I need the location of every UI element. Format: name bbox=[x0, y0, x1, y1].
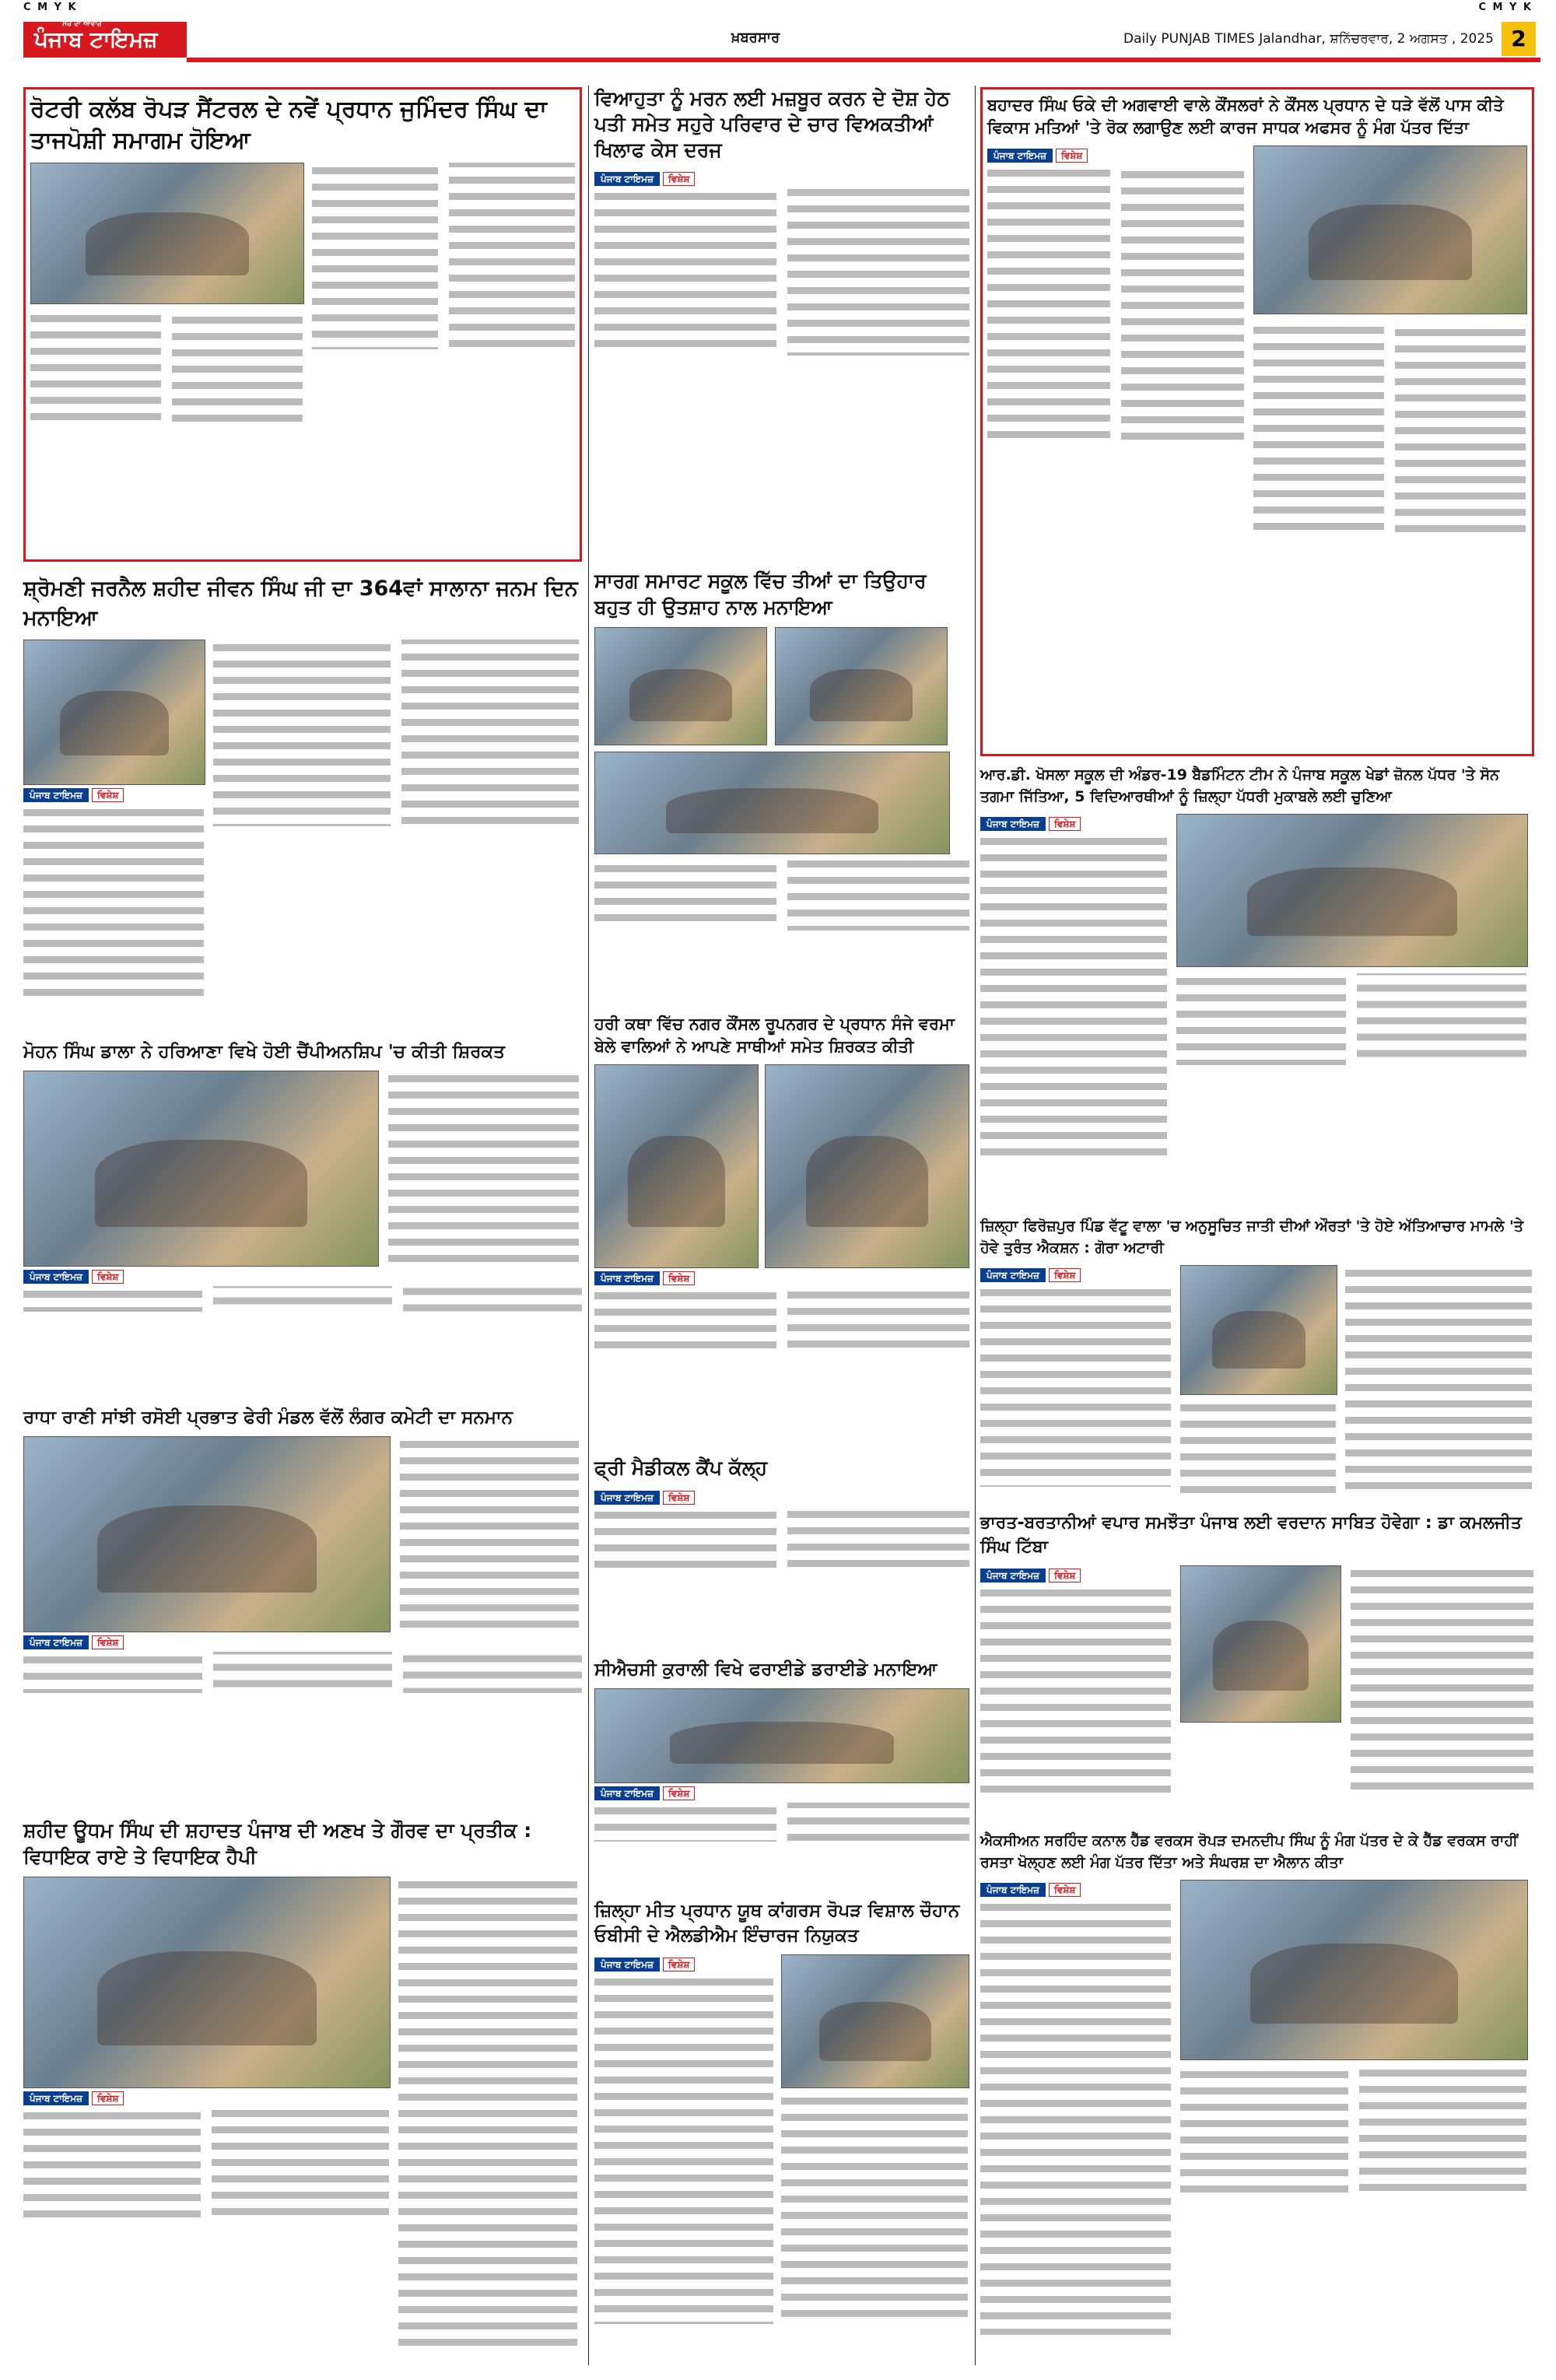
byline-tag: ਪੰਜਾਬ ਟਾਇਮਜ਼ ਵਿਸ਼ੇਸ਼ bbox=[594, 174, 695, 185]
story-headline: ਭਾਰਤ-ਬਰਤਾਨੀਆਂ ਵਪਾਰ ਸਮਝੌਤਾ ਪੰਜਾਬ ਲਈ ਵਰਦਾਨ ਸਾਬਿਤ ਹੋਵੇਗਾ : ਡਾ ਕਮਲਜੀਤ ਸਿੰਘ ਟਿੱਬਾ bbox=[980, 1513, 1522, 1557]
story-photo bbox=[765, 1064, 969, 1268]
story-radha-rani bbox=[23, 1405, 582, 1810]
story-photo bbox=[594, 1688, 969, 1783]
newspaper-logo bbox=[23, 22, 187, 58]
story-headline: ਫ੍ਰੀ ਮੈਡੀਕਲ ਕੈਂਪ ਕੱਲ੍ਹ bbox=[594, 1456, 768, 1479]
column-rule bbox=[975, 86, 976, 2365]
story-hari-katha bbox=[594, 1013, 969, 1449]
story-photo bbox=[23, 640, 205, 785]
story-udham-singh bbox=[23, 1817, 582, 2362]
byline-tag: ਪੰਜਾਬ ਟਾਇਮਜ਼ ਵਿਸ਼ੇਸ਼ bbox=[980, 1570, 1081, 1582]
byline-tag: ਪੰਜਾਬ ਟਾਇਮਜ਼ ਵਿਸ਼ੇਸ਼ bbox=[23, 1637, 124, 1649]
cmyk-marks-left: C M Y K bbox=[23, 2, 78, 13]
story-dowry-case bbox=[594, 86, 969, 545]
story-photo bbox=[1176, 814, 1528, 967]
byline-tag: ਪੰਜਾਬ ਟਾਇਮਜ਼ ਵਿਸ਼ੇਸ਼ bbox=[23, 1271, 124, 1283]
story-headline: ਐਕਸੀਅਨ ਸਰਹਿੰਦ ਕਨਾਲ ਹੈੱਡ ਵਰਕਸ ਰੋਪੜ ਦਮਨਦੀਪ ਸਿੰਘ ਨੂੰ ਮੰਗ ਪੱਤਰ ਦੇ ਕੇ ਹੈੱਡ ਵਰਕਸ ਰਾਹੀਂ ਰਸਤਾ ਖੋਲ੍ਹਣ ਲਈ ਮੰਗ ਪੱਤਰ ਦਿੱਤਾ ਅਤੇ ਸੰਘਰਸ਼ ਦਾ ਐਲਾਨ ਕੀਤਾ bbox=[980, 1832, 1518, 1871]
byline-tag: ਪੰਜਾਬ ਟਾਇਮਜ਼ ਵਿਸ਼ੇਸ਼ bbox=[980, 818, 1081, 830]
story-photo bbox=[781, 1954, 969, 2088]
logo-tagline: ਸੱਚ ਦਾ ਆਵਾਜ਼ bbox=[62, 20, 102, 28]
story-headline: ਸ਼ਹੀਦ ਊਧਮ ਸਿੰਘ ਦੀ ਸ਼ਹਾਦਤ ਪੰਜਾਬ ਦੀ ਅਣਖ ਤੇ ਗੌਰਵ ਦਾ ਪ੍ਰਤੀਕ : ਵਿਧਾਇਕ ਰਾਏ ਤੇ ਵਿਧਾਇਕ ਹੈਪੀ bbox=[23, 1819, 532, 1868]
story-photo bbox=[594, 752, 950, 854]
column-rule bbox=[588, 86, 589, 2365]
logo-text: ਪੰਜਾਬ ਟਾਇਮਜ਼ bbox=[34, 26, 158, 52]
story-badminton-team bbox=[980, 764, 1534, 1208]
story-headline: ਹਰੀ ਕਥਾ ਵਿੱਚ ਨਗਰ ਕੌਂਸਲ ਰੂਪਨਗਰ ਦੇ ਪ੍ਰਧਾਨ ਸੰਜੇ ਵਰਮਾ ਬੇਲੇ ਵਾਲਿਆਂ ਨੇ ਆਪਣੇ ਸਾਥੀਆਂ ਸਮੇਤ ਸ਼ਿਰਕਤ ਕੀਤੀ bbox=[594, 1015, 955, 1056]
story-photo bbox=[594, 1064, 759, 1268]
cmyk-marks-right: C M Y K bbox=[1478, 2, 1533, 13]
story-photo bbox=[1253, 145, 1527, 314]
story-rotary-club bbox=[23, 87, 582, 562]
story-headline: ਵਿਆਹੁਤਾ ਨੂੰ ਮਰਨ ਲਈ ਮਜ਼ਬੂਰ ਕਰਨ ਦੇ ਦੋਸ਼ ਹੇਠ ਪਤੀ ਸਮੇਤ ਸਹੁਰੇ ਪਰਿਵਾਰ ਦੇ ਚਾਰ ਵਿਅਕਤੀਆਂ ਖਿਲਾਫ ਕੇਸ ਦਰਜ bbox=[594, 87, 950, 161]
story-headworks-path bbox=[980, 1830, 1534, 2367]
story-photo bbox=[594, 627, 767, 745]
story-free-medical-camp bbox=[594, 1455, 969, 1649]
byline-tag: ਪੰਜਾਬ ਟਾਇਮਜ਼ ਵਿਸ਼ੇਸ਼ bbox=[23, 2093, 124, 2105]
story-jiwan-singh bbox=[23, 574, 582, 1033]
story-councillors-memorandum bbox=[980, 87, 1534, 756]
byline-tag: ਪੰਜਾਬ ਟਾਇਮਜ਼ ਵਿਸ਼ੇਸ਼ bbox=[594, 1492, 695, 1504]
dateline: Daily PUNJAB TIMES Jalandhar, ਸ਼ਨਿੱਚਰਵਾਰ, 2 ਅਗਸਤ , 2025 bbox=[1123, 31, 1494, 47]
story-mohan-singh-dala bbox=[23, 1039, 582, 1397]
story-headline: ਸ਼੍ਰੋਮਣੀ ਜਰਨੈਲ ਸ਼ਹੀਦ ਜੀਵਨ ਸਿੰਘ ਜੀ ਦਾ 364ਵਾਂ ਸਾਲਾਨਾ ਜਨਮ ਦਿਨ ਮਨਾਇਆ bbox=[23, 577, 578, 630]
byline-tag: ਪੰਜਾਬ ਟਾਇਮਜ਼ ਵਿਸ਼ੇਸ਼ bbox=[987, 150, 1088, 162]
story-photo bbox=[23, 1071, 379, 1267]
story-headline: ਜ਼ਿਲ੍ਹਾ ਮੀਤ ਪ੍ਰਧਾਨ ਯੂਥ ਕਾਂਗਰਸ ਰੋਪੜ ਵਿਸ਼ਾਲ ਚੌਹਾਨ ਓਬੀਸੀ ਦੇ ਐਲਡੀਐਮ ਇੰਚਾਰਜ ਨਿਯੁਕਤ bbox=[594, 1901, 960, 1946]
story-headline: ਰਾਧਾ ਰਾਣੀ ਸਾਂਝੀ ਰਸੋਈ ਪ੍ਰਭਾਤ ਫੇਰੀ ਮੰਡਲ ਵੱਲੋਂ ਲੰਗਰ ਕਮੇਟੀ ਦਾ ਸਨਮਾਨ bbox=[23, 1407, 513, 1428]
byline-tag: ਪੰਜਾਬ ਟਾਇਮਜ਼ ਵਿਸ਼ੇਸ਼ bbox=[594, 1788, 695, 1800]
byline-tag: ਪੰਜਾਬ ਟਾਇਮਜ਼ ਵਿਸ਼ੇਸ਼ bbox=[980, 1270, 1081, 1281]
story-vishal-chauhan bbox=[594, 1898, 969, 2365]
story-photo bbox=[30, 163, 304, 304]
story-headline: ਮੋਹਨ ਸਿੰਘ ਡਾਲਾ ਨੇ ਹਰਿਆਣਾ ਵਿਖੇ ਹੋਈ ਚੈਂਪੀਅਨਸ਼ਿਪ 'ਚ ਕੀਤੀ ਸ਼ਿਰਕਤ bbox=[23, 1042, 505, 1062]
section-label: ਖ਼ਬਰਸਾਰ bbox=[731, 30, 780, 46]
story-headline: ਸੀਐਚਸੀ ਕੁਰਾਲੀ ਵਿਖੇ ਫਰਾਈਡੇ ਡਰਾਈਡੇ ਮਨਾਇਆ bbox=[594, 1660, 937, 1680]
masthead bbox=[23, 19, 1540, 62]
story-headline: ਸਾਰਗ ਸਮਾਰਟ ਸਕੂਲ ਵਿੱਚ ਤੀਆਂ ਦਾ ਤਿਉਹਾਰ ਬਹੁਤ ਹੀ ਉਤਸ਼ਾਹ ਨਾਲ ਮਨਾਇਆ bbox=[594, 570, 927, 619]
page-number: 2 bbox=[1502, 22, 1536, 56]
story-chc-kurali bbox=[594, 1657, 969, 1891]
story-india-uk-trade bbox=[980, 1511, 1534, 1822]
story-photo bbox=[1180, 1265, 1337, 1395]
story-photo bbox=[1180, 1565, 1341, 1723]
story-headline: ਰੋਟਰੀ ਕਲੱਬ ਰੋਪੜ ਸੈਂਟਰਲ ਦੇ ਨਵੇਂ ਪ੍ਰਧਾਨ ਜੁਮਿੰਦਰ ਸਿੰਘ ਦਾ ਤਾਜਪੋਸ਼ੀ ਸਮਾਗਮ ਹੋਇਆ bbox=[30, 96, 547, 154]
byline-tag: ਪੰਜਾਬ ਟਾਇਮਜ਼ ਵਿਸ਼ੇਸ਼ bbox=[594, 1273, 695, 1285]
story-photo bbox=[23, 1436, 391, 1632]
byline-tag: ਪੰਜਾਬ ਟਾਇਮਜ਼ ਵਿਸ਼ੇਸ਼ bbox=[594, 1959, 695, 1971]
byline-tag: ਪੰਜਾਬ ਟਾਇਮਜ਼ ਵਿਸ਼ੇਸ਼ bbox=[980, 1884, 1081, 1896]
story-teej-festival bbox=[594, 568, 969, 1004]
byline-tag: ਪੰਜਾਬ ਟਾਇਮਜ਼ ਵਿਸ਼ੇਸ਼ bbox=[23, 790, 124, 801]
story-headline: ਆਰ.ਡੀ. ਖੋਸਲਾ ਸਕੂਲ ਦੀ ਅੰਡਰ-19 ਬੈਡਮਿੰਟਨ ਟੀਮ ਨੇ ਪੰਜਾਬ ਸਕੂਲ ਖੇਡਾਂ ਜ਼ੋਨਲ ਪੱਧਰ 'ਤੇ ਸੋਨ ਤਗਮਾ ਜਿੱਤਿਆ, 5 ਵਿਦਿਆਰਥੀਆਂ ਨੂੰ ਜ਼ਿਲ੍ਹਾ ਪੱਧਰੀ ਮੁਕਾਬਲੇ ਲਈ ਚੁਣਿਆ bbox=[980, 766, 1500, 805]
section-bar bbox=[187, 22, 1540, 62]
story-photo bbox=[1180, 1880, 1528, 2060]
story-headline: ਜ਼ਿਲ੍ਹਾ ਫਿਰੋਜ਼ਪੁਰ ਪਿੰਡ ਵੱਟੂ ਵਾਲਾ 'ਚ ਅਨੁਸੂਚਿਤ ਜਾਤੀ ਦੀਆਂ ਔਰਤਾਂ 'ਤੇ ਹੋਏ ਅੱਤਿਆਚਾਰ ਮਾਮਲੇ 'ਤੇ ਹੋਵੇ ਤੁਰੰਤ ਐਕਸ਼ਨ : ਗੋਰਾ ਅਟਾਰੀ bbox=[980, 1218, 1523, 1257]
story-photo bbox=[23, 1877, 391, 2088]
story-photo bbox=[775, 627, 948, 745]
story-headline: ਬਹਾਦਰ ਸਿੰਘ ਓਕੇ ਦੀ ਅਗਵਾਈ ਵਾਲੇ ਕੌਂਸਲਰਾਂ ਨੇ ਕੌਂਸਲ ਪ੍ਰਧਾਨ ਦੇ ਧੜੇ ਵੱਲੋਂ ਪਾਸ ਕੀਤੇ ਵਿਕਾਸ ਮਤਿਆਂ 'ਤੇ ਰੋਕ ਲਗਾਉਣ ਲਈ ਕਾਰਜ ਸਾਧਕ ਅਫਸਰ ਨੂੰ ਮੰਗ ਪੱਤਰ ਦਿੱਤਾ bbox=[987, 96, 1504, 137]
story-gora-attari bbox=[980, 1215, 1534, 1503]
